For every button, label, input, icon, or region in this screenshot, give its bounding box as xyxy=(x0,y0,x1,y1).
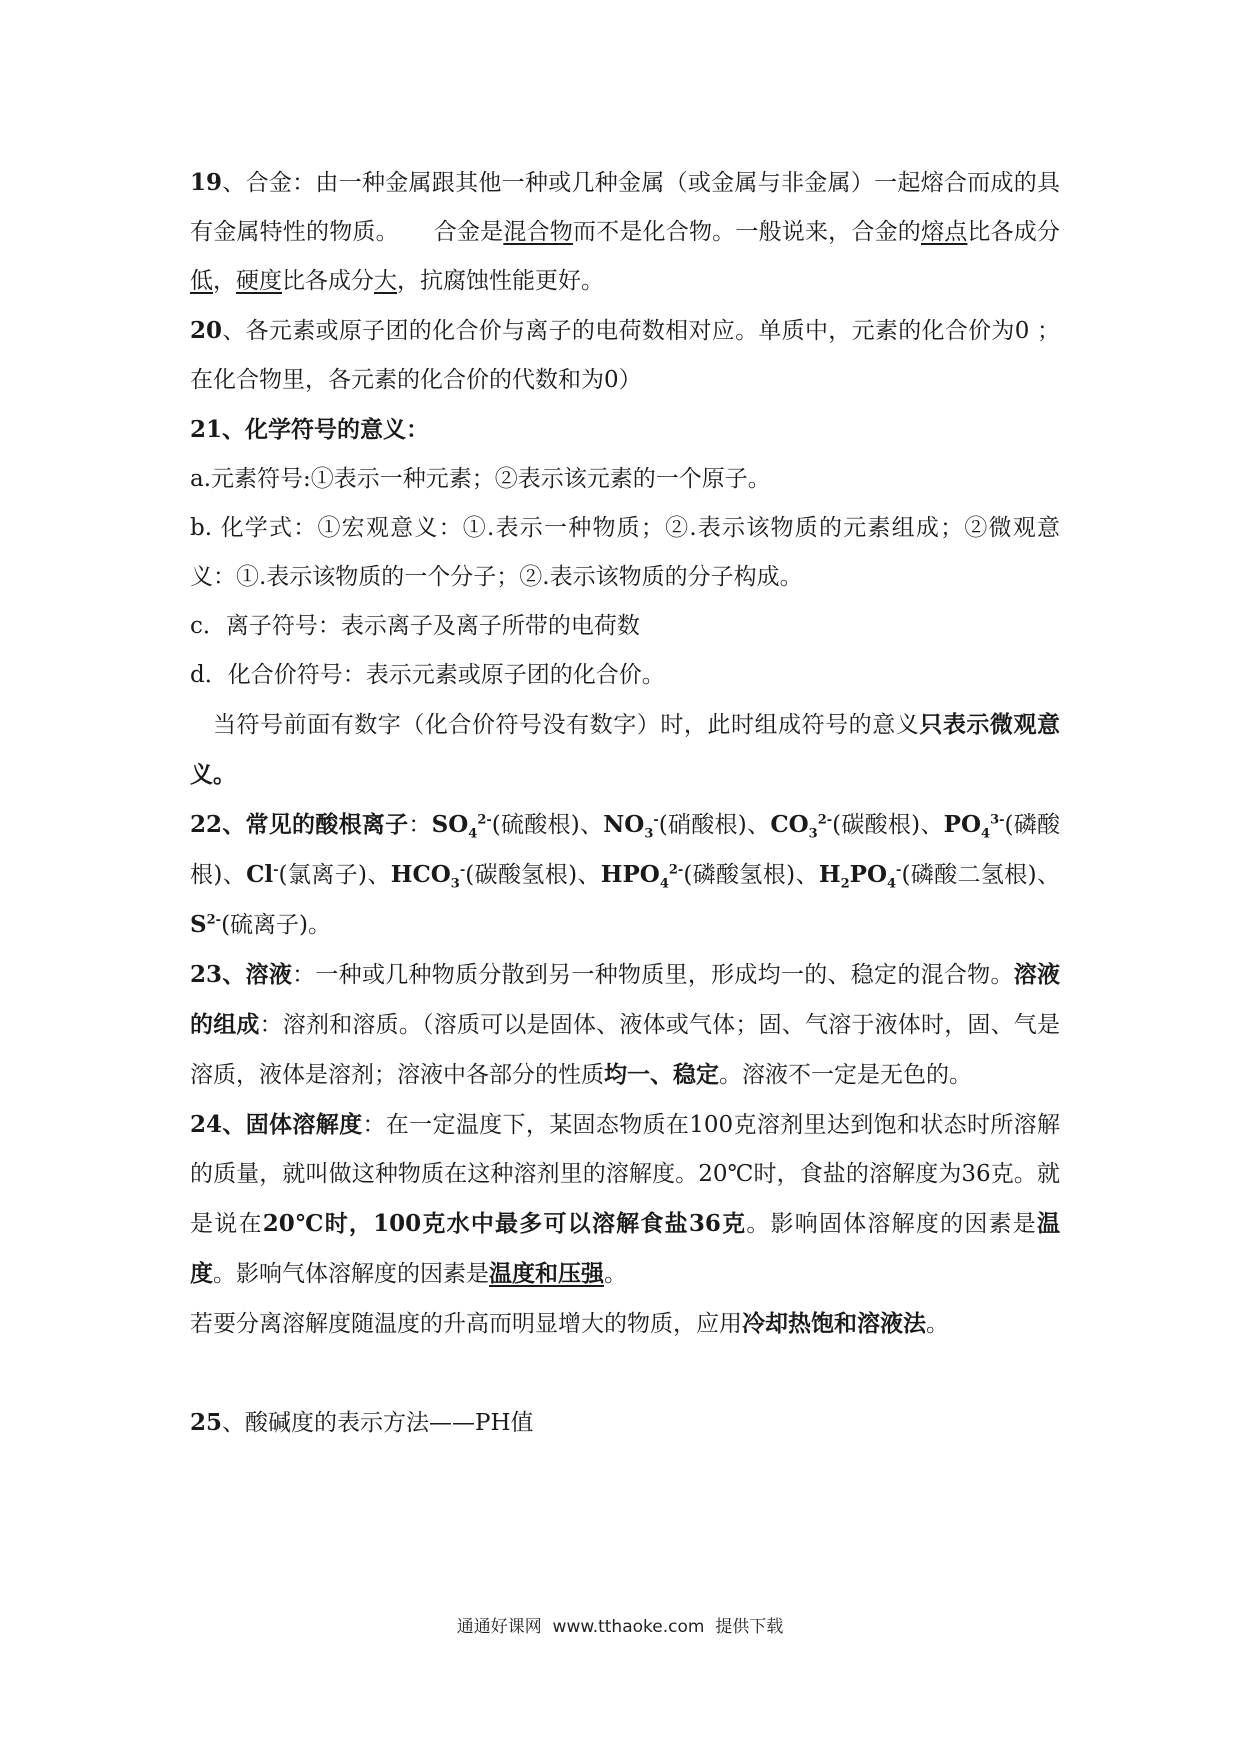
ion-formula: $NO_3^-$ xyxy=(603,811,659,842)
item-20 xyxy=(190,306,1060,405)
text: ，抗腐蚀性能更好。 xyxy=(397,268,604,294)
text: 当符号前面有数字（化合价符号没有数字）时，此时组成符号的意义 xyxy=(213,712,920,738)
section-heading: 21、化学符号的意义： xyxy=(190,416,430,443)
bold-term: 溶液的组成 xyxy=(190,961,1061,1038)
item-21-d: d．化合价符号：表示元素或原子团的化合价。 xyxy=(190,662,665,688)
page-footer: 通通好课网 www.tthaoke.com 提供下载 xyxy=(456,1617,784,1637)
item-19 xyxy=(190,158,1060,306)
underlined-term: 低 xyxy=(190,268,213,294)
text: 。影响固体溶解度的因素是 xyxy=(746,1211,1038,1237)
ion-name: (磷酸二氢根)、 xyxy=(901,862,1060,888)
ion-name: (氯离子)、 xyxy=(278,862,391,888)
ion-name: (硫酸根)、 xyxy=(491,812,604,838)
text: 若要分离溶解度随温度的升高而明显增大的物质，应用 xyxy=(190,1311,742,1337)
underlined-term: 硬度 xyxy=(236,268,282,294)
alloy-definition: 合金：由一种金属跟其他一种或几种金属（或金属与非金属）一起熔合而成的具有金属特性的物质。 xyxy=(190,170,1061,245)
ion-formula: $S^{2-}$ xyxy=(190,911,222,938)
ion-name: (磷酸根)、 xyxy=(190,812,1061,888)
text: 合金是 xyxy=(433,219,504,245)
ion-formula: $HPO_4^{2-}$ xyxy=(600,861,684,892)
text: ： xyxy=(408,812,432,838)
bold-text: 20℃时，100克水中最多可以溶解食盐36克 xyxy=(262,1210,747,1237)
text: 。溶液不一定是无色的。 xyxy=(719,1062,972,1088)
ion-formula: $H_2PO_4^-$ xyxy=(818,861,902,892)
item-21-title xyxy=(190,405,1060,455)
item-21-note xyxy=(190,700,1060,800)
ion-name: (碳酸氢根)、 xyxy=(465,862,601,888)
section-heading: 22、常见的酸根离子 xyxy=(190,811,409,838)
underlined-term: 熔点 xyxy=(921,219,968,245)
ion-name: (硝酸根)、 xyxy=(658,812,771,838)
bold-text: 只表示微观意义。 xyxy=(190,711,1061,788)
text: ， xyxy=(213,268,236,294)
text: 而不是化合物。一般说来，合金的 xyxy=(572,219,921,245)
item-25 xyxy=(190,1398,1060,1448)
item-23 xyxy=(190,950,1060,1100)
underlined-term: 大 xyxy=(374,268,397,294)
section-heading: 24、固体溶解度 xyxy=(190,1111,363,1138)
ion-formula: Cl- xyxy=(246,861,279,888)
ion-name: (硫离子)。 xyxy=(221,912,332,938)
text: 比各成分 xyxy=(967,219,1061,245)
section-heading: 23、溶液 xyxy=(190,961,293,988)
item-20-number: 20 xyxy=(190,317,223,344)
separator: 、 xyxy=(222,170,246,196)
item-24-separation xyxy=(190,1299,1060,1349)
ion-formula: $HCO_3^-$ xyxy=(390,861,466,892)
ion-formula: $SO_4^{2-}$ xyxy=(431,811,492,842)
underlined-term: 混合物 xyxy=(503,219,573,245)
item-22 xyxy=(190,800,1060,950)
ph-heading-text: 、酸碱度的表示方法——PH值 xyxy=(222,1410,534,1436)
item-19-number: 19 xyxy=(190,169,223,196)
bold-term: 冷却热饱和溶液法 xyxy=(742,1310,926,1337)
ion-formula: $CO_3^{2-}$ xyxy=(770,811,833,842)
bold-underlined-term: 温度和压强 xyxy=(489,1260,604,1287)
text: 。 xyxy=(926,1311,949,1337)
text: 。影响气体溶解度的因素是 xyxy=(213,1261,489,1287)
ion-name: (磷酸氢根)、 xyxy=(683,862,819,888)
item-21-c: c．离子符号：表示离子及离子所带的电荷数 xyxy=(190,613,640,639)
text: 比各成分 xyxy=(282,268,374,294)
valence-rule: 、各元素或原子团的化合价与离子的电荷数相对应。单质中，元素的化合价为0 ；在化合物里，各元素的化合价的代数和为0） xyxy=(190,318,1060,393)
text: ：一种或几种物质分散到另一种物质里，形成均一的、稳定的混合物。 xyxy=(292,962,1014,988)
item-24 xyxy=(190,1100,1060,1299)
item-25-number: 25 xyxy=(190,1409,223,1436)
ion-formula: $PO_4^{3-}$ xyxy=(943,811,1005,842)
spacer xyxy=(387,219,433,245)
item-21-a: a.元素符号:①表示一种元素；②表示该元素的一个原子。 xyxy=(190,466,771,492)
ion-name: (碳酸根)、 xyxy=(832,812,944,838)
text: ：溶剂和溶质。（溶质可以是固体、液体或气体；固、气溶于液体时，固、气是溶质，液体是溶剂；溶液中各部分的性质 xyxy=(190,1012,1061,1088)
bold-term: 均一、稳定 xyxy=(604,1061,719,1088)
document-body xyxy=(190,158,1060,1448)
bold-term: 温度 xyxy=(190,1210,1061,1287)
text: ：在一定温度下，某固态物质在100克溶剂里达到饱和状态时所溶解的质量，就叫做这种物质在这种溶剂里的溶解度。20℃时，食盐的溶解度为36克。就是说在 xyxy=(190,1112,1060,1237)
text: 。 xyxy=(604,1261,627,1287)
item-21-b: b. 化学式：①宏观意义：①.表示一种物质；②.表示该物质的元素组成；②微观意义：①.表示该物质的一个分子；②.表示该物质的分子构成。 xyxy=(190,515,1060,590)
